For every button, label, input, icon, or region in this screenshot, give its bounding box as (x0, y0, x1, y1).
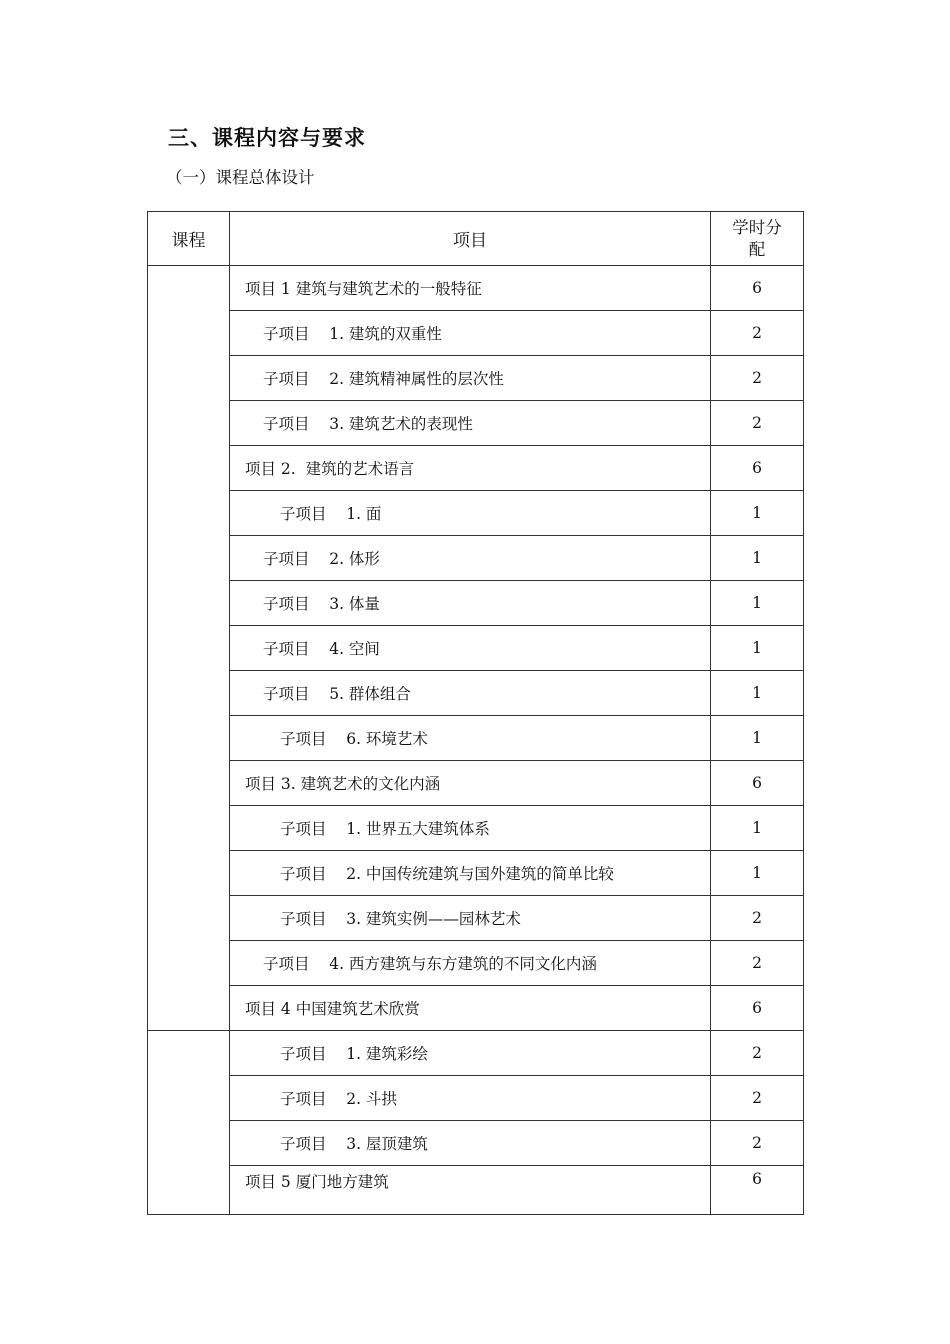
hours-cell: 6 (711, 761, 804, 806)
section-title: 三、课程内容与要求 (168, 126, 366, 150)
hours-cell: 6 (711, 266, 804, 311)
hours-cell: 2 (711, 1076, 804, 1121)
hours-cell: 2 (711, 941, 804, 986)
hours-cell: 6 (711, 1166, 804, 1215)
hours-cell: 2 (711, 401, 804, 446)
hours-cell: 1 (711, 626, 804, 671)
item-cell: 子项目 2. 斗拱 (230, 1076, 711, 1121)
hours-cell: 1 (711, 716, 804, 761)
table-row (148, 1166, 804, 1215)
hours-cell: 2 (711, 1031, 804, 1076)
table-row (148, 581, 804, 626)
table-row (148, 716, 804, 761)
table-row (148, 851, 804, 896)
table-row (148, 626, 804, 671)
item-cell: 项目 4 中国建筑艺术欣赏 (230, 986, 711, 1031)
course-column-header: 课程 (148, 212, 230, 266)
hours-header-text: 学时分配 (732, 217, 782, 259)
course-cell (148, 266, 230, 1031)
table-row (148, 446, 804, 491)
item-cell: 子项目 1. 世界五大建筑体系 (230, 806, 711, 851)
table-row (148, 1031, 804, 1076)
hours-cell: 6 (711, 446, 804, 491)
item-cell: 项目 2. 建筑的艺术语言 (230, 446, 711, 491)
item-cell: 子项目 3. 屋顶建筑 (230, 1121, 711, 1166)
table-row (148, 986, 804, 1031)
hours-cell: 1 (711, 491, 804, 536)
hours-cell: 2 (711, 311, 804, 356)
item-cell: 子项目 6. 环境艺术 (230, 716, 711, 761)
subsection-title: （一）课程总体设计 (166, 168, 315, 187)
hours-cell: 1 (711, 671, 804, 716)
item-cell: 子项目 1. 建筑彩绘 (230, 1031, 711, 1076)
item-column-header: 项目 (230, 212, 711, 266)
item-cell: 子项目 2. 体形 (230, 536, 711, 581)
item-cell: 子项目 1. 建筑的双重性 (230, 311, 711, 356)
item-cell: 子项目 4. 空间 (230, 626, 711, 671)
item-cell: 项目 5 厦门地方建筑 (230, 1166, 711, 1215)
table-row (148, 401, 804, 446)
hours-cell: 2 (711, 356, 804, 401)
hours-cell: 6 (711, 986, 804, 1031)
table-row (148, 356, 804, 401)
item-cell: 子项目 2. 中国传统建筑与国外建筑的简单比较 (230, 851, 711, 896)
hours-cell: 2 (711, 896, 804, 941)
item-cell: 子项目 5. 群体组合 (230, 671, 711, 716)
table-row (148, 671, 804, 716)
table-row (148, 896, 804, 941)
table-row (148, 1121, 804, 1166)
course-design-table (147, 211, 804, 1215)
table-row (148, 491, 804, 536)
table-row (148, 311, 804, 356)
table-header-row (148, 212, 804, 266)
item-cell: 子项目 3. 建筑艺术的表现性 (230, 401, 711, 446)
hours-cell: 1 (711, 851, 804, 896)
item-cell: 子项目 3. 体量 (230, 581, 711, 626)
table-row (148, 761, 804, 806)
table-row (148, 941, 804, 986)
table-row (148, 806, 804, 851)
table-row (148, 536, 804, 581)
table-row (148, 266, 804, 311)
item-cell: 子项目 2. 建筑精神属性的层次性 (230, 356, 711, 401)
hours-cell: 1 (711, 806, 804, 851)
item-cell: 项目 3. 建筑艺术的文化内涵 (230, 761, 711, 806)
table-row (148, 1076, 804, 1121)
hours-cell: 1 (711, 581, 804, 626)
hours-cell: 2 (711, 1121, 804, 1166)
hours-column-header (711, 212, 804, 266)
item-cell: 子项目 4. 西方建筑与东方建筑的不同文化内涵 (230, 941, 711, 986)
item-cell: 子项目 1. 面 (230, 491, 711, 536)
item-cell: 子项目 3. 建筑实例——园林艺术 (230, 896, 711, 941)
course-cell (148, 1031, 230, 1215)
item-cell: 项目 1 建筑与建筑艺术的一般特征 (230, 266, 711, 311)
hours-cell: 1 (711, 536, 804, 581)
